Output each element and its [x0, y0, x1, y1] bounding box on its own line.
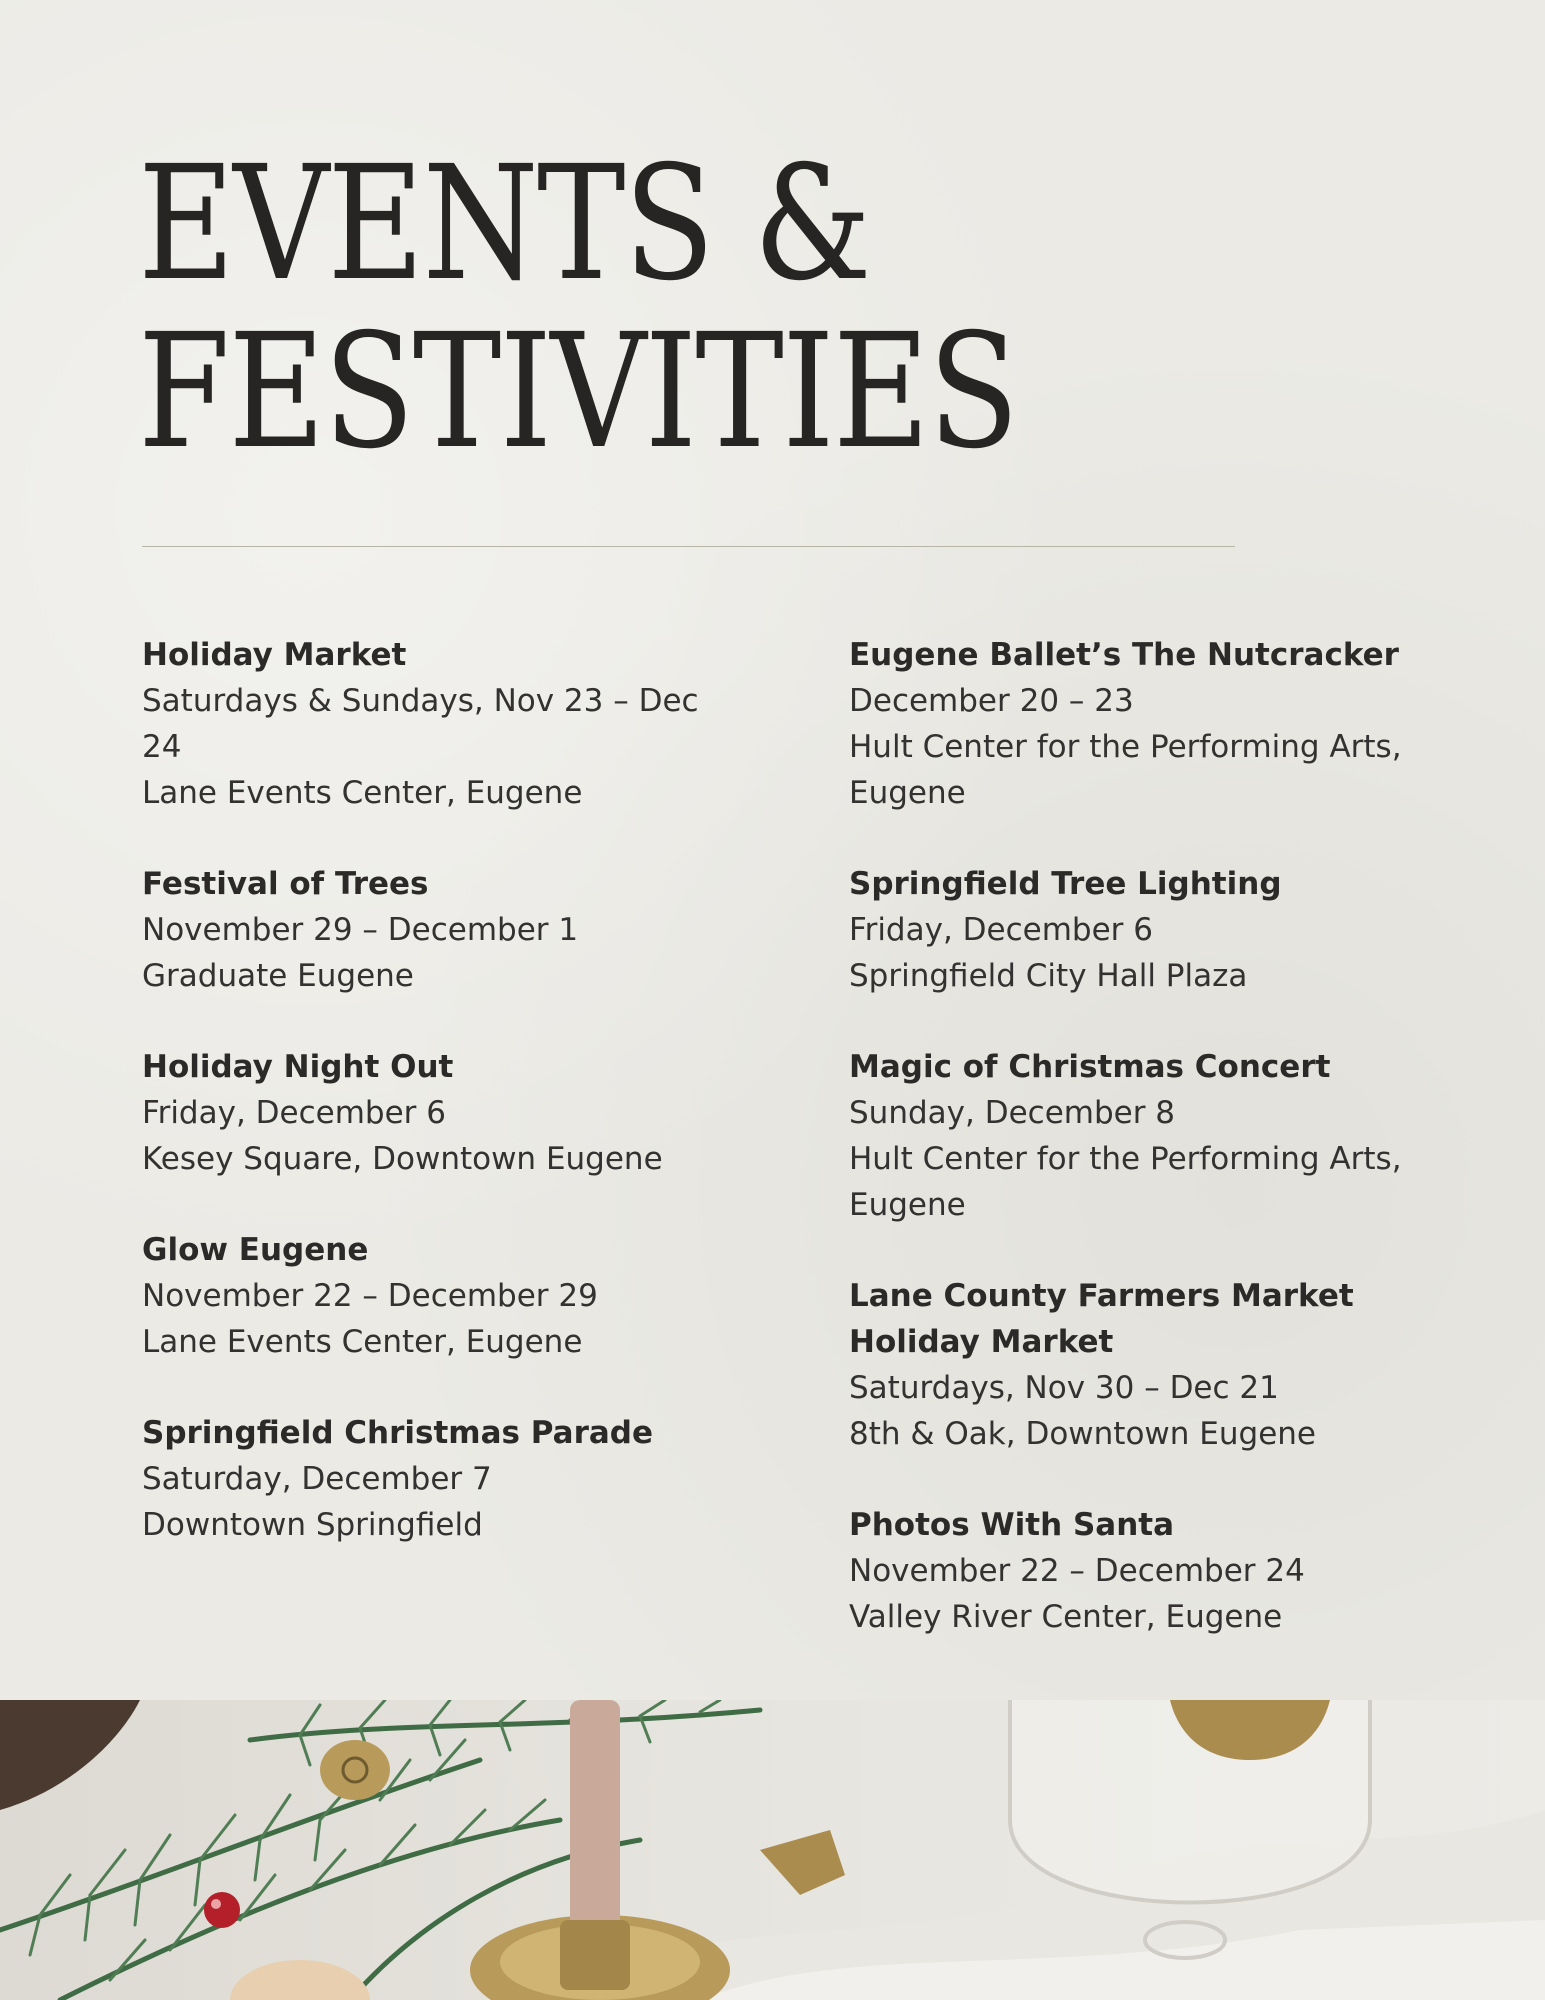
holiday-table-photo	[0, 1700, 1545, 2000]
event-name: Lane County Farmers Market	[849, 1278, 1354, 1314]
event-item	[142, 632, 742, 816]
wood-surface	[0, 1700, 140, 1810]
event-date-cont: 24	[142, 729, 182, 765]
title-divider	[142, 546, 1235, 547]
candle-socket	[560, 1920, 630, 1990]
event-location: Lane Events Center, Eugene	[142, 775, 583, 811]
events-left-column	[142, 632, 742, 1593]
event-location: Hult Center for the Performing Arts,	[849, 1141, 1402, 1177]
event-date: Saturdays & Sundays, Nov 23 – Dec	[142, 683, 699, 719]
pumpkin-icon	[230, 1960, 370, 2000]
event-item	[142, 861, 742, 999]
event-name: Photos With Santa	[849, 1507, 1175, 1543]
event-item	[142, 1410, 742, 1548]
event-date: Friday, December 6	[849, 912, 1153, 948]
event-name: Springfield Tree Lighting	[849, 866, 1282, 902]
event-location: Kesey Square, Downtown Eugene	[142, 1141, 663, 1177]
event-name: Festival of Trees	[142, 866, 429, 902]
event-location: 8th & Oak, Downtown Eugene	[849, 1416, 1316, 1452]
event-item	[849, 861, 1429, 999]
event-name: Holiday Night Out	[142, 1049, 454, 1085]
event-date: November 22 – December 29	[142, 1278, 598, 1314]
event-name-cont: Holiday Market	[849, 1324, 1114, 1360]
event-date: December 20 – 23	[849, 683, 1134, 719]
event-name: Glow Eugene	[142, 1232, 369, 1268]
events-right-column	[849, 632, 1429, 1685]
event-item	[142, 1044, 742, 1182]
photo-illustration	[0, 1700, 1545, 2000]
event-item	[849, 1273, 1429, 1457]
event-location: Valley River Center, Eugene	[849, 1599, 1283, 1635]
event-date: Friday, December 6	[142, 1095, 446, 1131]
event-name: Eugene Ballet’s The Nutcracker	[849, 637, 1399, 673]
brass-bell-icon	[320, 1740, 390, 1800]
title-line-1: EVENTS &	[138, 132, 871, 316]
ornament-highlight	[211, 1899, 221, 1909]
event-item	[849, 1044, 1429, 1228]
event-name: Magic of Christmas Concert	[849, 1049, 1331, 1085]
event-name: Springfield Christmas Parade	[142, 1415, 654, 1451]
event-name: Holiday Market	[142, 637, 407, 673]
event-item	[142, 1227, 742, 1365]
event-date: November 22 – December 24	[849, 1553, 1305, 1589]
event-location: Downtown Springfield	[142, 1507, 483, 1543]
cone-bell-icon	[760, 1830, 845, 1895]
event-date: Saturdays, Nov 30 – Dec 21	[849, 1370, 1279, 1406]
event-item	[849, 1502, 1429, 1640]
event-date: November 29 – December 1	[142, 912, 579, 948]
event-location-cont: Eugene	[849, 1187, 966, 1223]
event-location: Lane Events Center, Eugene	[142, 1324, 583, 1360]
event-location: Springfield City Hall Plaza	[849, 958, 1248, 994]
event-date: Saturday, December 7	[142, 1461, 492, 1497]
red-ornament-icon	[204, 1892, 240, 1928]
event-item	[849, 632, 1429, 816]
event-location-cont: Eugene	[849, 775, 966, 811]
event-location: Hult Center for the Performing Arts,	[849, 729, 1402, 765]
event-location: Graduate Eugene	[142, 958, 414, 994]
event-date: Sunday, December 8	[849, 1095, 1176, 1131]
page-title	[138, 132, 1018, 484]
title-line-2: FESTIVITIES	[138, 300, 1018, 484]
